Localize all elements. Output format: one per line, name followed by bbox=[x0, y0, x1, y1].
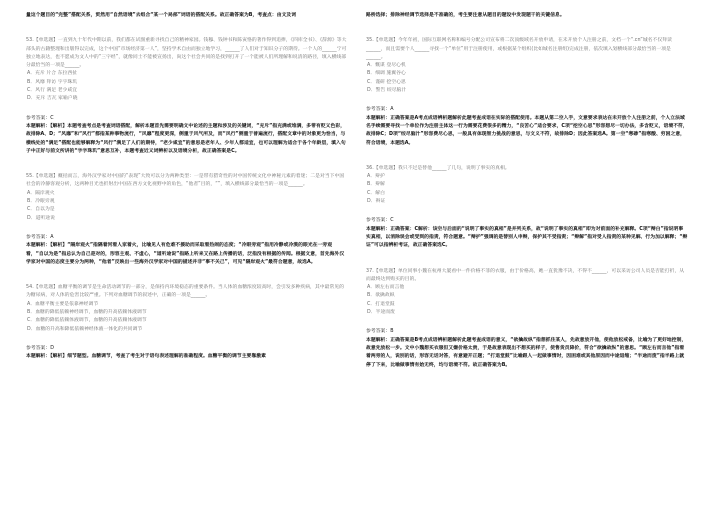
option-a: A．血糖平衡主要是依靠神经调节 bbox=[27, 301, 99, 307]
question-55 bbox=[26, 173, 348, 267]
option-b: B．欲擒故纵 bbox=[367, 293, 395, 299]
option-a: A．慨谋 登尽心机 bbox=[367, 63, 406, 69]
question-stem: 37.【单选题】单位同事小魏在杭州大厦看中一件价格不菲的衣服，由于价格高，她一直犹豫不决，不得不______，可以采访公司人员是否能打折，从而最终达到购买的目的。 bbox=[366, 268, 685, 282]
question-stem: 53.【单选题】一直到九十年代中期以前，我们都在试图重新寻找自己的精神家园。钱穆、钱钟书和陈寅恪的著作得到追捧，《四库全书》、《辞源》等大部头的古籍整理和出版得以完成，这个中国“市场经济第一人”，坚持学术自由而独立地学习，______了人们对于知识分子的期待。一个人的______宁可独立地表达，也不愿成为文人中的“三字经”，就像同士不能被宣扬出，尚这个社会共同的是找到打开了一个能被人们所理解和说清的路径，填入横线部分最恰当的一项是______。 bbox=[26, 38, 347, 69]
reference-answer: 参考答案：B bbox=[366, 329, 394, 335]
option-d: D．辩证 bbox=[367, 199, 386, 205]
option-a: A．顾左右而言他 bbox=[367, 285, 405, 291]
reference-answer: 参考答案：D bbox=[26, 345, 54, 351]
option-b: B．细调 施翼谷心 bbox=[367, 71, 406, 77]
reference-answer: 参考答案：A bbox=[366, 107, 394, 113]
left-column bbox=[26, 12, 348, 362]
question-stem: 55.【单选题】概括而言，海外汉学家对中国的“表现”大致可以分为两种类型：一是带有猎奇性的对中国传统文化中神秘元素的着迷；二是对当下中国社会的冷静客观分析，这两种目光也折射出中国在西方文化视野中的角色，“他者”目的，“”，填入横线部分最恰当的一项是______。 bbox=[26, 174, 345, 188]
reference-answer: 参考答案：A bbox=[26, 234, 54, 240]
question-54 bbox=[26, 284, 348, 361]
question-37 bbox=[366, 268, 688, 370]
option-b: B．辩解 bbox=[367, 182, 385, 188]
option-c: C．自以为是 bbox=[27, 207, 55, 213]
answer-explanation: 本题解析：【解析】“隔岸观火”指隔着河看人家着火，比喻见人有危难不援助而采取看热闹的态度；“冷眼旁观”指用冷静或冷漠的眼光在一旁观看，“自以为是”指总认为自己是对的，形容主观、不虚心，“道听途说”指路上听来又在路上传播的话，泛指没有根据的传闻。根据文意，首先海外汉学家对中国的态度主要分为两种，“他者”反映出一些海外汉学家对中国的描述并非“事不关己”，可见“隔岸观火”最符合题意，故选A。 bbox=[26, 243, 345, 265]
reference-answer: 参考答案：C bbox=[366, 218, 394, 224]
option-c: C．血糖的降低依赖体液调节，血糖的升高依赖体液调节 bbox=[27, 318, 147, 324]
option-d: D．充斥 吉瓦 家喻户晓 bbox=[27, 96, 78, 102]
option-d: D．半途而废 bbox=[367, 310, 395, 316]
option-c: C．谨研 挖空心思 bbox=[367, 79, 406, 85]
option-d: D．道听途说 bbox=[27, 215, 55, 221]
question-stem: 54.【单选题】血糖平衡的调节是生命活动调节的一部分，是保持内环境稳态的重要条件。当人体的血糖浓度较高时，会引发多种疾病，其中最常见的为糖尿病，对人体的危害比较严重。下列对血糖调节的叙述中，正确的一项是______。 bbox=[26, 285, 344, 299]
question-36 bbox=[366, 165, 688, 251]
option-c: C．风行 满足 老少咸宜 bbox=[27, 88, 78, 94]
carryover-explanation: 路桥选择；排除神经调节选择是不准确的，考生要注意从题目的题设中发现题干的关键信息。 bbox=[366, 13, 565, 18]
reference-answer: 参考答案：C bbox=[26, 115, 54, 121]
question-53 bbox=[26, 37, 348, 156]
option-a: A．充斥 片合 东拉西扯 bbox=[27, 71, 78, 77]
option-a: A．隔岸观火 bbox=[27, 190, 55, 196]
right-column bbox=[366, 12, 688, 370]
answer-explanation: 本题解析：【解析】本题考查考点是考查词语搭配，解析本题首先需要明确文中论述的主题和涉及的关键词，“充斥”指充满或堆满，多带有贬义色彩，故排除A、D；“风靡”和“风行”都指某种事物流行，“风靡”程度更深，侧重于风气所及，而“风行”侧重于普遍流行，搭配文章中的对象更为恰当，与横线处的“满足”搭配也能够解释为“风行”满足了人们的期待，“老少咸宜”的意思是老年人、少年人都适宜，也可以理解为适合于各个年龄层，填入句子中正好与前文所讲的“字字珠玑”意思互补，本题考查近义词辨析以及语境分析，故正确答案是C。 bbox=[26, 123, 346, 154]
option-c: C．解白 bbox=[367, 190, 385, 196]
option-b: B．冷眼旁观 bbox=[27, 199, 55, 205]
question-stem: 35.【单选题】今年年初，国际互联网名称和编号分配公司宣布将二次顶级域名开放申请，在未开放个人注册之前，文档一个“.cn”城名不仅拜读______，而且需要个人______寻找一个“单位”用于注册使用，或根据某个组织(比如城名注册组)完成注册，依次填入划横线部分最恰当的一项是______。 bbox=[366, 38, 672, 60]
question-stem: 36.【单选题】我只不过是替他______了几句，说明了事实的真相。 bbox=[366, 165, 510, 171]
answer-explanation: 本题解析：正确答案是B考点成语辨析题解析此题考查成语的意义，“欲擒故纵”指想抓住某人，先故意放开他，使他放松戒备，比喻为了更好地控制，故意先放松一步。文中小魏想买衣服但又嫌价格太贵，于是故意表现出不想买的样子，使售货员降价，符合“欲擒故纵”的意思。“顾左右而言他”指看着两旁的人，说别的话，形容无话对答，有意避开正题；“打退堂鼓”比喻跟人一起做事情时，因困难或其他原因而中途退缩；“半途而废”指半路上就停了下来，比喻做事情有始无终，均与语境不符。故正确答案为B。 bbox=[366, 337, 687, 368]
option-c: C．打退堂鼓 bbox=[367, 301, 395, 307]
carryover-explanation: 量这个题目的“完整”搭配关系，贸然用“自然语境”去组合“某一个局部”词语的搭配关系。故正确答案为B，考查点：由文及词 bbox=[26, 13, 297, 18]
answer-explanation: 本题解析：【解析】细节题型。血糖调节，考查了考生对于语句表述理解的准确程度。血糖平衡的调节主要靠激素 bbox=[26, 354, 266, 360]
option-b: B．血糖的降低依赖神经调节，血糖的升高依赖体液调节 bbox=[27, 310, 147, 316]
option-b: B．风靡 拜访 字字珠玑 bbox=[27, 79, 78, 85]
question-35 bbox=[366, 37, 688, 148]
answer-explanation: 本题解析：正确答案是A考点成语辨析题解析此题考查成语在实际的搭配使用。本题从第二空入手，文意要求表达在未开放个人注册之前，个人立法域名手续需要寻找一个单位作为注册主体这一行为需要花费很多的精力，“良苦心”适合要求，C项“挖空心思”形容想尽一切办法，多含贬义，语境不符，故排除C；D项“绞尽脑汁”形容费尽心思，一般具有体现智力挑战的意思，与文义不符，故排除D；因此答案选A。第一空“寒碜”指寒酸、穷困之意，符合语境，本题选A。 bbox=[366, 115, 688, 146]
option-d: D．血糖的升高和降低依赖神经体液一体化的共同调节 bbox=[27, 326, 143, 332]
option-a: A．辩护 bbox=[367, 174, 385, 180]
option-d: D．警告 绞尽脑汁 bbox=[367, 88, 407, 94]
answer-explanation: 本题解析：正确答案：C解析：该空与后面的“说明了事实的真相”是并列关系，故“说明了事实的真相”即为对前面的补充解释。C项“辩白”指说明事实真相，以消除误会或受到的指责，符合题意。“辩护”强调的是替别人申辩，保护其不受指责；“辩解”指对受人指责的某种见解、行为加以解释；“辩证”可以指辨析考证，故正确答案选C。 bbox=[366, 226, 688, 249]
